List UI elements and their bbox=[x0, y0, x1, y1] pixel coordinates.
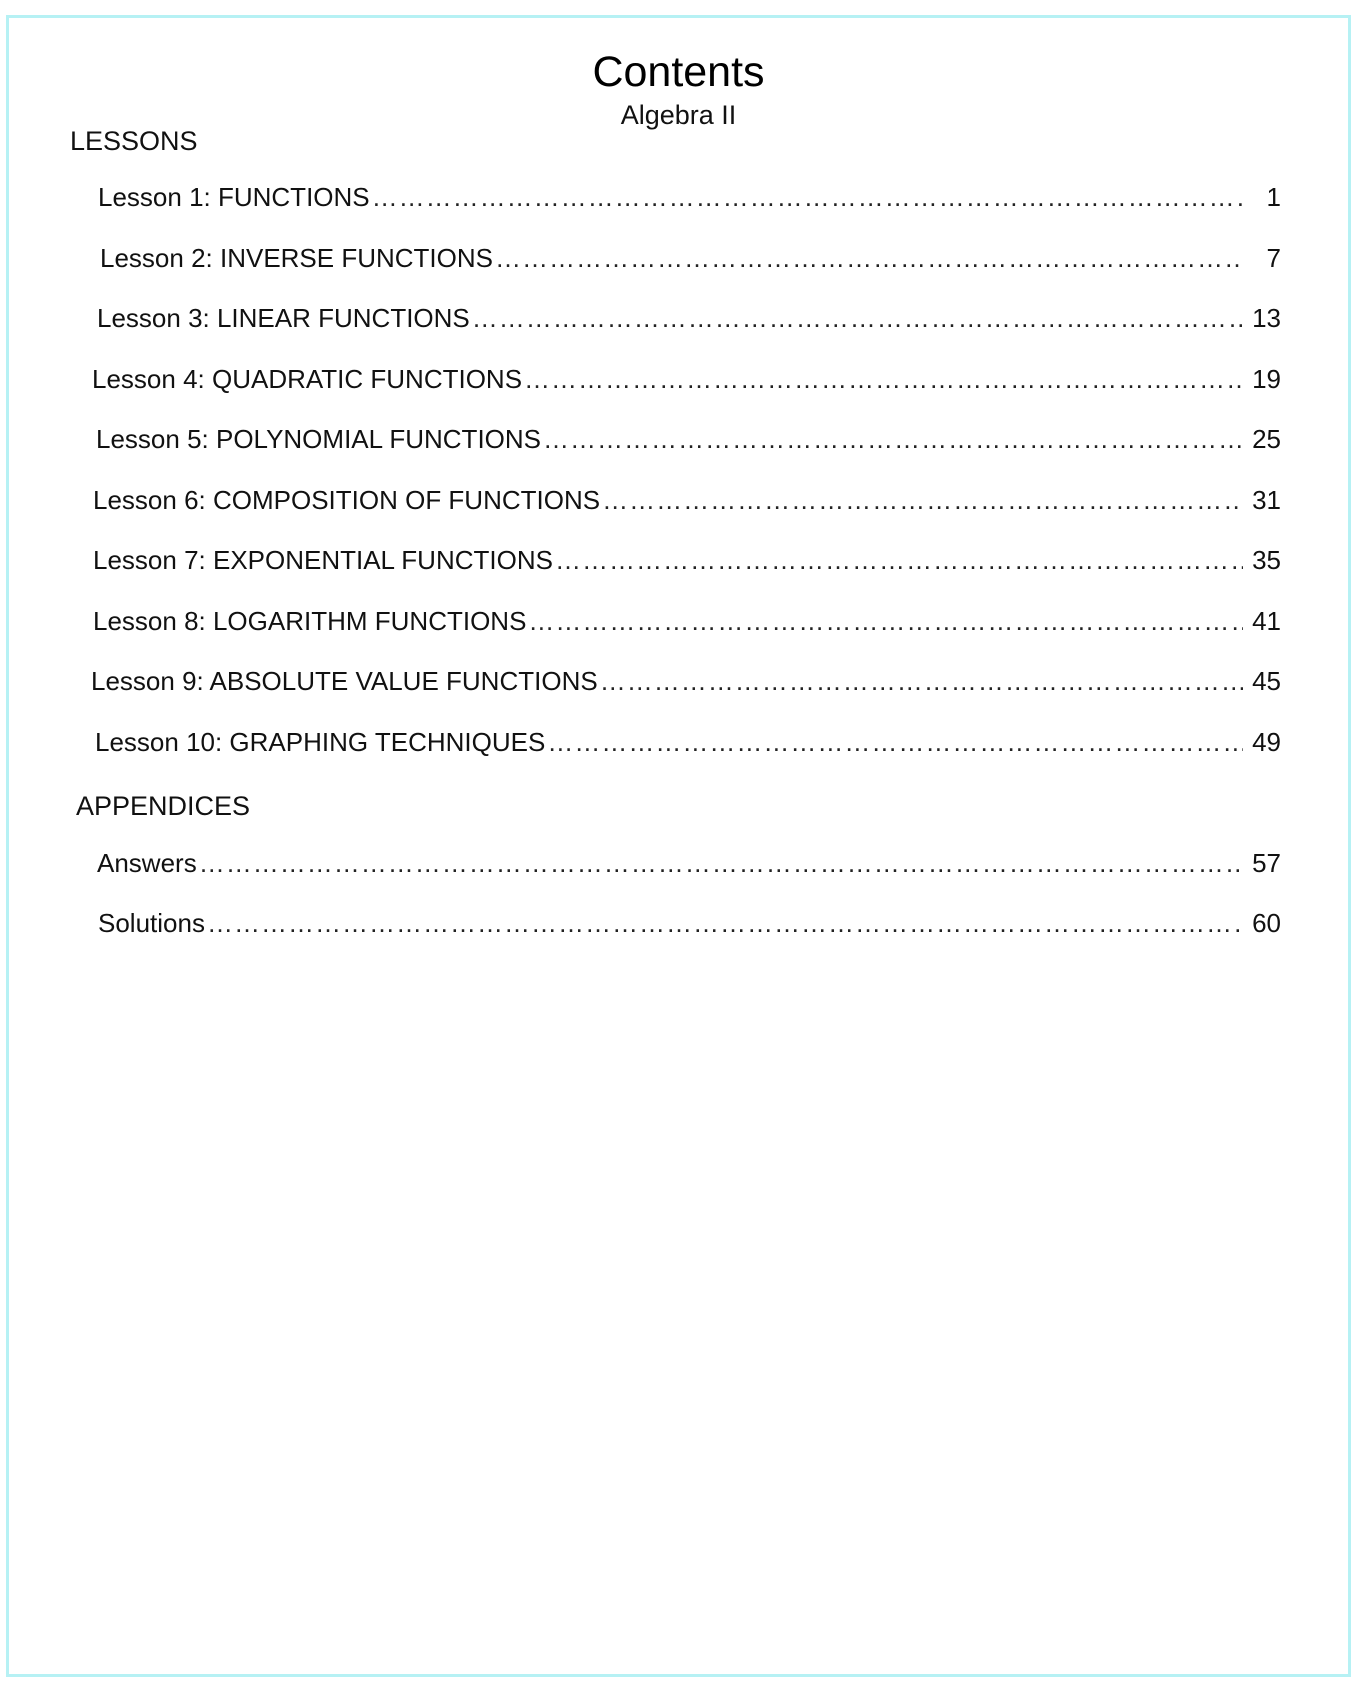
toc-entry-title: Lesson 2: INVERSE FUNCTIONS bbox=[100, 243, 493, 273]
toc-entry-page: 41 bbox=[1252, 606, 1281, 636]
dot-leader bbox=[600, 668, 1243, 694]
toc-entry-page: 45 bbox=[1252, 666, 1281, 696]
toc-entry-title: Lesson 3: LINEAR FUNCTIONS bbox=[97, 303, 470, 333]
toc-entry-title: Lesson 5: POLYNOMIAL FUNCTIONS bbox=[96, 424, 542, 454]
dot-leader bbox=[472, 305, 1243, 331]
toc-entry-page: 57 bbox=[1252, 848, 1281, 878]
toc-entry-page: 1 bbox=[1266, 182, 1281, 212]
toc-entry-title: Lesson 1: FUNCTIONS bbox=[98, 182, 370, 212]
toc-entry-lesson-3[interactable] bbox=[97, 305, 1281, 335]
page-title: Contents bbox=[592, 48, 765, 96]
toc-entry-page: 25 bbox=[1252, 424, 1281, 454]
toc-entry-solutions[interactable] bbox=[98, 910, 1281, 940]
toc-entry-title: Lesson 7: EXPONENTIAL FUNCTIONS bbox=[93, 545, 553, 575]
dot-leader bbox=[372, 184, 1243, 210]
toc-entry-lesson-5[interactable] bbox=[96, 426, 1281, 456]
toc-entry-title: Lesson 9: ABSOLUTE VALUE FUNCTIONS bbox=[91, 666, 598, 696]
dot-leader bbox=[207, 910, 1243, 936]
appendices-heading: APPENDICES bbox=[76, 791, 251, 821]
toc-entry-lesson-1[interactable] bbox=[98, 184, 1281, 214]
toc-entry-title: Lesson 10: GRAPHING TECHNIQUES bbox=[95, 727, 546, 757]
toc-entry-page: 7 bbox=[1266, 243, 1281, 273]
toc-entry-lesson-2[interactable] bbox=[100, 245, 1281, 275]
toc-entry-title: Solutions bbox=[98, 908, 205, 938]
toc-entry-lesson-10[interactable] bbox=[95, 729, 1281, 759]
dot-leader bbox=[602, 487, 1243, 513]
document-page bbox=[6, 15, 1351, 1677]
toc-entry-page: 31 bbox=[1252, 485, 1281, 515]
dot-leader bbox=[547, 729, 1243, 755]
toc-entry-lesson-6[interactable] bbox=[93, 487, 1281, 517]
page-subtitle: Algebra II bbox=[620, 100, 737, 130]
dot-leader bbox=[199, 850, 1243, 876]
toc-entry-page: 35 bbox=[1252, 545, 1281, 575]
toc-entry-page: 13 bbox=[1252, 303, 1281, 333]
dot-leader bbox=[524, 366, 1243, 392]
toc-entry-page: 19 bbox=[1252, 364, 1281, 394]
toc-entry-answers[interactable] bbox=[97, 850, 1281, 880]
toc-entry-title: Lesson 4: QUADRATIC FUNCTIONS bbox=[92, 364, 523, 394]
toc-entry-lesson-4[interactable] bbox=[92, 366, 1281, 396]
dot-leader bbox=[528, 608, 1243, 634]
dot-leader bbox=[543, 426, 1243, 452]
toc-entry-title: Lesson 8: LOGARITHM FUNCTIONS bbox=[93, 606, 527, 636]
toc-entry-lesson-8[interactable] bbox=[93, 608, 1281, 638]
lessons-heading: LESSONS bbox=[70, 126, 198, 156]
toc-entry-page: 60 bbox=[1252, 908, 1281, 938]
dot-leader bbox=[555, 547, 1243, 573]
dot-leader bbox=[495, 245, 1243, 271]
toc-entry-lesson-9[interactable] bbox=[91, 668, 1281, 698]
toc-entry-page: 49 bbox=[1252, 727, 1281, 757]
toc-entry-lesson-7[interactable] bbox=[93, 547, 1281, 577]
toc-entry-title: Answers bbox=[97, 848, 197, 878]
toc-entry-title: Lesson 6: COMPOSITION OF FUNCTIONS bbox=[93, 485, 601, 515]
